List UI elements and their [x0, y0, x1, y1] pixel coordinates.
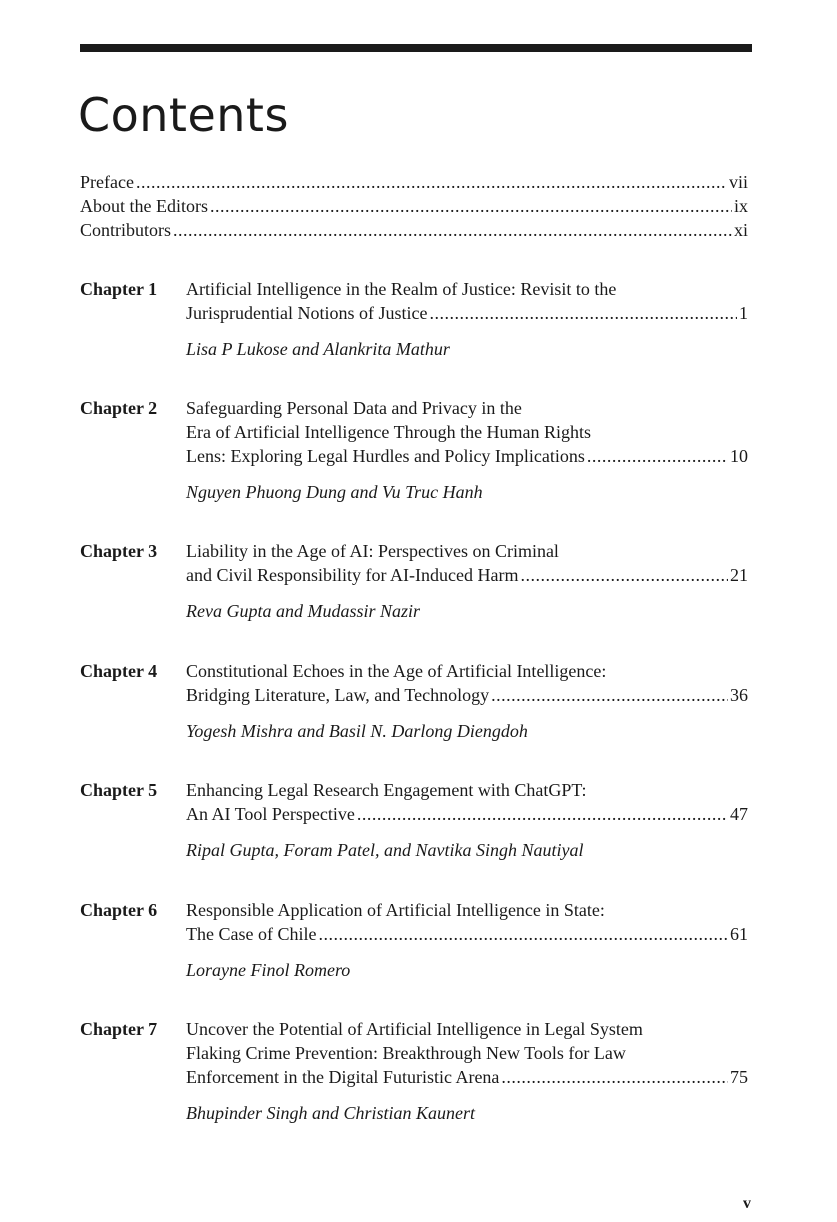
dot-leader: [491, 683, 728, 707]
chapter-authors: Lorayne Finol Romero: [186, 960, 351, 980]
chapter-title-line: Era of Artificial Intelligence Through the Human Rights: [186, 422, 592, 442]
chapter-body: [186, 659, 748, 743]
dot-leader: [173, 218, 732, 242]
header-rule: [80, 44, 752, 52]
chapter-title-line: Bridging Literature, Law, and Technology: [186, 685, 490, 705]
dot-leader: [587, 444, 728, 468]
chapter-title-last-line: [186, 444, 748, 468]
chapter-title-line: Jurisprudential Notions of Justice: [186, 303, 428, 323]
chapter-title-line: and Civil Responsibility for AI-Induced Harm: [186, 565, 519, 585]
toc-entry-preface[interactable]: [80, 170, 748, 194]
chapter-body: [186, 898, 748, 982]
chapter-authors: Lisa P Lukose and Alankrita Mathur: [186, 339, 450, 359]
dot-leader: [318, 922, 728, 946]
dot-leader: [520, 563, 728, 587]
chapter-body: [186, 539, 748, 623]
chapter-page: 1: [739, 303, 748, 323]
chapter-page: 21: [730, 565, 748, 585]
chapter-page: 61: [730, 924, 748, 944]
toc-entry-about-the-editors[interactable]: [80, 194, 748, 218]
chapter-title-line: Enhancing Legal Research Engagement with ChatGPT:: [186, 780, 587, 800]
toc-entry-label: About the Editors: [80, 196, 208, 216]
page-number: v: [743, 1195, 751, 1212]
chapter-page: 10: [730, 446, 748, 466]
chapter-title-last-line: [186, 301, 748, 325]
chapter-title-line: Enforcement in the Digital Futuristic Arena: [186, 1067, 500, 1087]
toc-entry-label: Preface: [80, 172, 134, 192]
chapter-title-last-line: [186, 1065, 748, 1089]
chapter-title-last-line: [186, 922, 748, 946]
toc-entry-page: xi: [733, 220, 748, 240]
chapter-label: Chapter 4: [80, 661, 158, 681]
chapter-label: Chapter 7: [80, 1019, 158, 1039]
chapter-title-line: Responsible Application of Artificial Intelligence in State:: [186, 900, 605, 920]
chapter-title-line: Uncover the Potential of Artificial Intelligence in Legal System: [186, 1019, 643, 1039]
toc-entry-page: ix: [733, 196, 748, 216]
toc-entry-page: vii: [728, 172, 748, 192]
chapter-authors: Reva Gupta and Mudassir Nazir: [186, 601, 420, 621]
front-matter-list: [80, 170, 748, 242]
chapter-body: [186, 778, 748, 862]
dot-leader: [210, 194, 732, 218]
chapter-title-line: Constitutional Echoes in the Age of Artificial Intelligence:: [186, 661, 607, 681]
chapter-authors: Ripal Gupta, Foram Patel, and Navtika Singh Nautiyal: [186, 840, 584, 860]
chapter-title-line: An AI Tool Perspective: [186, 804, 355, 824]
chapter-authors: Yogesh Mishra and Basil N. Darlong Diengdoh: [186, 721, 528, 741]
chapter-title-line: Liability in the Age of AI: Perspectives on Criminal: [186, 541, 559, 561]
page-title: Contents: [78, 88, 289, 142]
chapter-title-line: Artificial Intelligence in the Realm of Justice: Revisit to the: [186, 279, 617, 299]
dot-leader: [501, 1065, 728, 1089]
chapter-title-last-line: [186, 563, 748, 587]
chapter-authors: Bhupinder Singh and Christian Kaunert: [186, 1103, 476, 1123]
chapter-page: 36: [730, 685, 748, 705]
chapter-title-line: Lens: Exploring Legal Hurdles and Policy Implications: [186, 446, 585, 466]
chapter-title-last-line: [186, 683, 748, 707]
chapter-label: Chapter 2: [80, 398, 158, 418]
toc-entry-label: Contributors: [80, 220, 172, 240]
chapter-authors: Nguyen Phuong Dung and Vu Truc Hanh: [186, 482, 483, 502]
dot-leader: [357, 802, 728, 826]
chapter-label: Chapter 1: [80, 279, 158, 299]
chapter-body: [186, 277, 748, 361]
chapter-label: Chapter 6: [80, 900, 158, 920]
chapter-body: [186, 1017, 748, 1125]
chapter-title-line: Safeguarding Personal Data and Privacy in the: [186, 398, 522, 418]
toc-entry-contributors[interactable]: [80, 218, 748, 242]
dot-leader: [429, 301, 737, 325]
chapter-body: [186, 396, 748, 504]
dot-leader: [136, 170, 727, 194]
chapter-page: 75: [730, 1067, 748, 1087]
chapter-title-last-line: [186, 802, 748, 826]
chapter-page: 47: [730, 804, 748, 824]
chapter-title-line: The Case of Chile: [186, 924, 317, 944]
chapter-label: Chapter 3: [80, 541, 158, 561]
chapter-title-line: Flaking Crime Prevention: Breakthrough New Tools for Law: [186, 1043, 626, 1063]
chapter-label: Chapter 5: [80, 780, 158, 800]
